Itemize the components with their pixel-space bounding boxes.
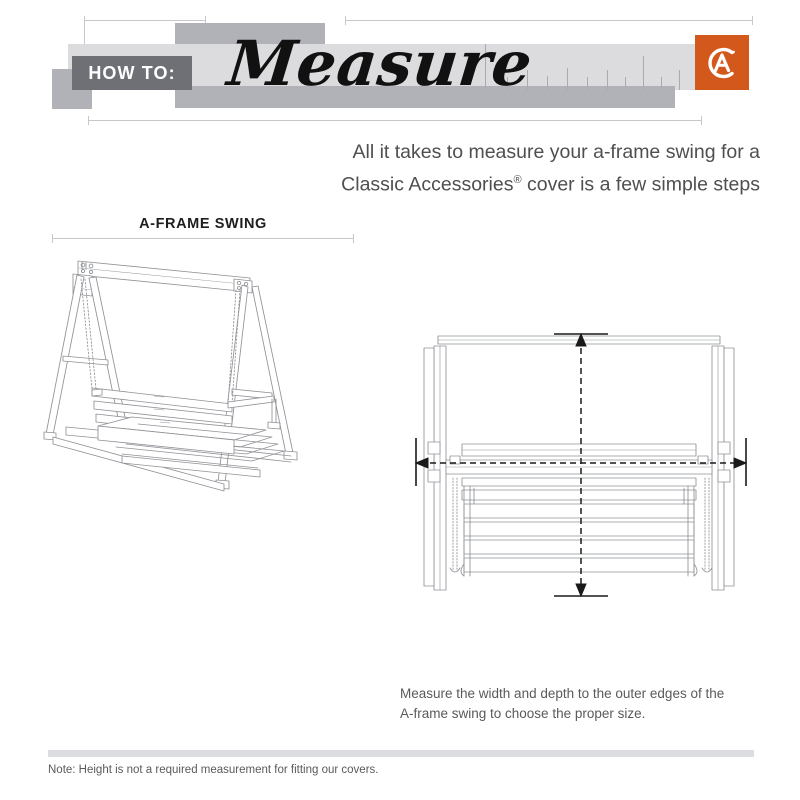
footer-divider	[48, 750, 754, 757]
swing-perspective-illustration	[36, 244, 346, 504]
ruler-tick	[643, 56, 644, 90]
how-to-badge	[72, 56, 192, 90]
caption-line-2: A-frame swing to choose the proper size.	[400, 706, 646, 721]
swing-topview-svg	[406, 318, 756, 618]
intro-text	[300, 138, 760, 199]
ruler-tick	[679, 70, 680, 90]
dimension-line-bottom	[88, 120, 702, 121]
diagram-caption	[400, 684, 756, 724]
swing-topview-illustration	[406, 318, 756, 618]
classic-accessories-logo	[695, 35, 749, 90]
header-banner	[0, 0, 800, 130]
ruler-tick	[625, 77, 626, 90]
intro-brand: Classic Accessories	[341, 173, 514, 196]
dimension-line-top-right	[345, 20, 753, 21]
dimension-line-top-left	[84, 20, 206, 21]
ruler-tick	[607, 70, 608, 90]
ca-monogram-icon	[702, 43, 742, 83]
section-underline-rule	[52, 238, 354, 239]
section-heading: A-FRAME SWING	[139, 216, 267, 232]
intro-line-2-tail: cover is a few simple steps	[521, 173, 760, 196]
intro-line-2	[300, 166, 760, 199]
ruler-tick	[567, 68, 568, 90]
ruler-tick	[587, 77, 588, 90]
footer-note: Note: Height is not a required measurement for fitting our covers.	[48, 764, 379, 776]
how-to-label: HOW TO:	[88, 62, 176, 83]
ruler-tick	[547, 76, 548, 90]
intro-line-1: All it takes to measure your a-frame swing for a	[352, 141, 760, 163]
swing-perspective-svg	[36, 244, 346, 504]
ruler-tick	[661, 77, 662, 90]
registered-mark-icon: ®	[513, 174, 522, 186]
caption-line-1: Measure the width and depth to the outer edges of the	[400, 686, 725, 701]
page-title: Measure	[224, 27, 536, 100]
